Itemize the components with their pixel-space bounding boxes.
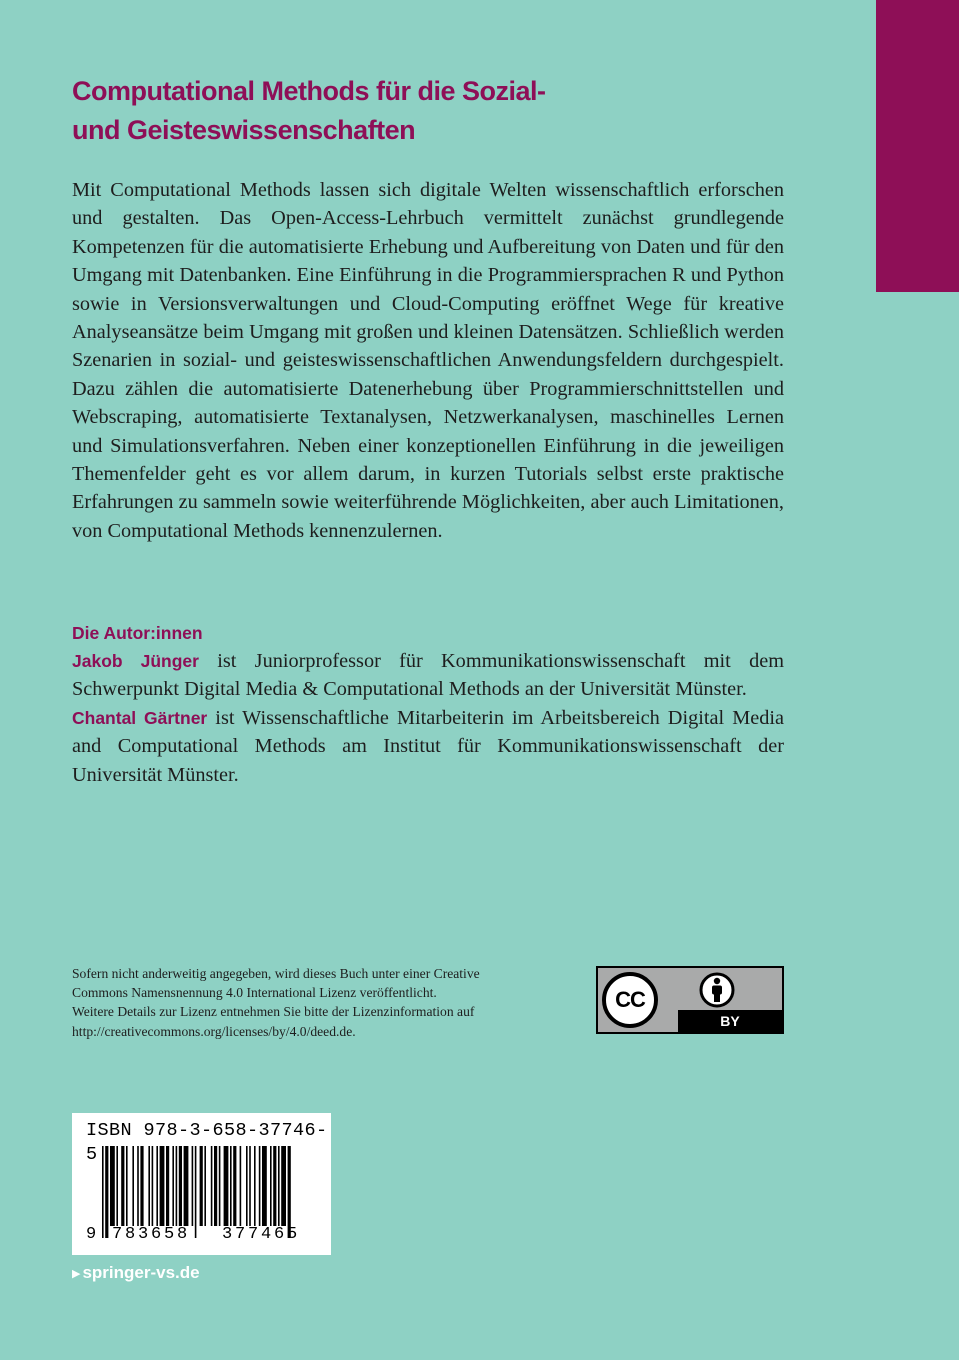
barcode-bar (273, 1146, 276, 1226)
author-bio-text: ist Juniorprofessor für Kommunikationswissenschaft mit dem Schwerpunkt Digital Media & Computational Methods an der Universität Münster. (72, 650, 784, 701)
barcode-bar (172, 1146, 174, 1226)
publisher-link[interactable] (72, 1262, 200, 1285)
barcode-bar (192, 1146, 194, 1226)
author-entry-juenger (72, 647, 784, 704)
barcode-bar (270, 1146, 272, 1226)
corner-accent-tab (876, 0, 959, 292)
author-name: Jakob Jünger (72, 651, 199, 671)
barcode-bar (230, 1146, 232, 1226)
barcode-bar (233, 1146, 236, 1226)
isbn-number: ISBN 978-3-658-37746-5 (86, 1120, 328, 1165)
license-url[interactable]: http://creativecommons.org/licenses/by/4.0/deed.de. (72, 1023, 356, 1039)
barcode-bar (278, 1146, 280, 1226)
barcode-digit-first: 9 (86, 1225, 97, 1244)
license-notice (72, 964, 572, 1041)
barcode-bar (224, 1146, 229, 1226)
barcode-bar (200, 1146, 203, 1226)
barcode-bar (179, 1146, 182, 1226)
barcode-bar (259, 1146, 261, 1226)
barcode-bar (211, 1146, 213, 1226)
barcode-bar (262, 1146, 267, 1226)
cc-logo-icon: CC (602, 972, 658, 1028)
barcode-bar (219, 1146, 221, 1226)
by-label: BY (720, 1013, 740, 1029)
author-entry-gaertner (72, 704, 784, 789)
authors-heading: Die Autor:innen (72, 623, 203, 643)
book-blurb: Mit Computational Methods lassen sich digitale Welten wissenschaftlich erforschen und gestalten. Das Open-Access-Lehrbuch vermittelt zunächst grundlegende Kompetenzen für die automatisierte Erhebung und Aufbereitung von Daten und für den Umgang mit Datenbanken. Eine Einführung in die Programmiersprachen R und Python sowie in Versionsverwaltungen und Cloud-Computing eröffnet Wege für kreative Analyseansätze beim Umgang mit großen und kleinen Datensätzen. Schließlich werden Szenarien in sozial- und geisteswissenschaftlichen Anwendungsfeldern durchgespielt. Dazu zählen die automatisierte Datenerhebung über Programmierschnittstellen und Webscraping, automatisierte Textanalysen, Netzwerkanalysen, maschinelles Lernen und Simulationsverfahren. Neben einer konzeptionellen Einführung in die jeweiligen Themenfelder geht es vor allem darum, in kurzen Tutorials selbst erste praktische Erfahrungen zu sammeln sowie weiterführende Möglichkeiten, aber auch Limitationen, von Computational Methods kennenzulernen. (72, 179, 784, 542)
license-line: Commons Namensnennung 4.0 International Lizenz veröffentlicht. (72, 985, 437, 1001)
title-line-2: und Geisteswissenschaften (72, 115, 416, 145)
license-line: Sofern nicht anderweitig angegeben, wird dieses Buch unter einer Creative (72, 966, 480, 981)
barcode-bar (160, 1146, 165, 1226)
license-line: Weitere Details zur Lizenz entnehmen Sie bitte der Lizenzinformation auf (72, 1004, 475, 1020)
barcode-bar (140, 1146, 143, 1226)
barcode-bar (132, 1146, 134, 1226)
barcode-bar (148, 1146, 150, 1226)
barcode-bar (254, 1146, 256, 1226)
barcode-bar (281, 1146, 286, 1226)
barcode-bar (152, 1146, 154, 1226)
arrow-right-icon: ▶ (72, 1268, 81, 1280)
barcode-bar (110, 1146, 115, 1226)
cc-by-badge (596, 966, 784, 1034)
author-bio-text: ist Wissenschaftliche Mitarbeiterin im Arbeitsbereich Digital Media and Computational Methods am Institut für Kommunikationswissenschaft der Universität Münster. (72, 706, 784, 786)
barcode-bar (204, 1146, 206, 1226)
barcode-digits-right: 377465 (222, 1225, 301, 1244)
barcode-digits (72, 1223, 331, 1249)
publisher-url[interactable]: springer-vs.de (82, 1263, 200, 1282)
barcode-bar (116, 1146, 118, 1226)
barcode-bar (249, 1146, 251, 1226)
barcode-bar (126, 1146, 128, 1226)
barcode-bar (137, 1146, 139, 1226)
authors-section (72, 619, 784, 789)
barcode-bar (121, 1146, 124, 1226)
isbn-barcode (72, 1113, 331, 1255)
barcode-bar (156, 1146, 158, 1226)
barcode-digits-left: 783658 (112, 1225, 191, 1244)
barcode-bar (240, 1146, 242, 1226)
barcode-bar (176, 1146, 178, 1226)
barcode-bar (246, 1146, 248, 1226)
barcode-bar (184, 1146, 189, 1226)
author-name: Chantal Gärtner (72, 707, 208, 728)
barcode-bar (166, 1146, 169, 1226)
book-title (72, 72, 792, 150)
barcode-bar (214, 1146, 217, 1226)
title-line-1: Computational Methods für die Sozial- (72, 76, 546, 106)
cc-by-person-icon (699, 972, 735, 1008)
